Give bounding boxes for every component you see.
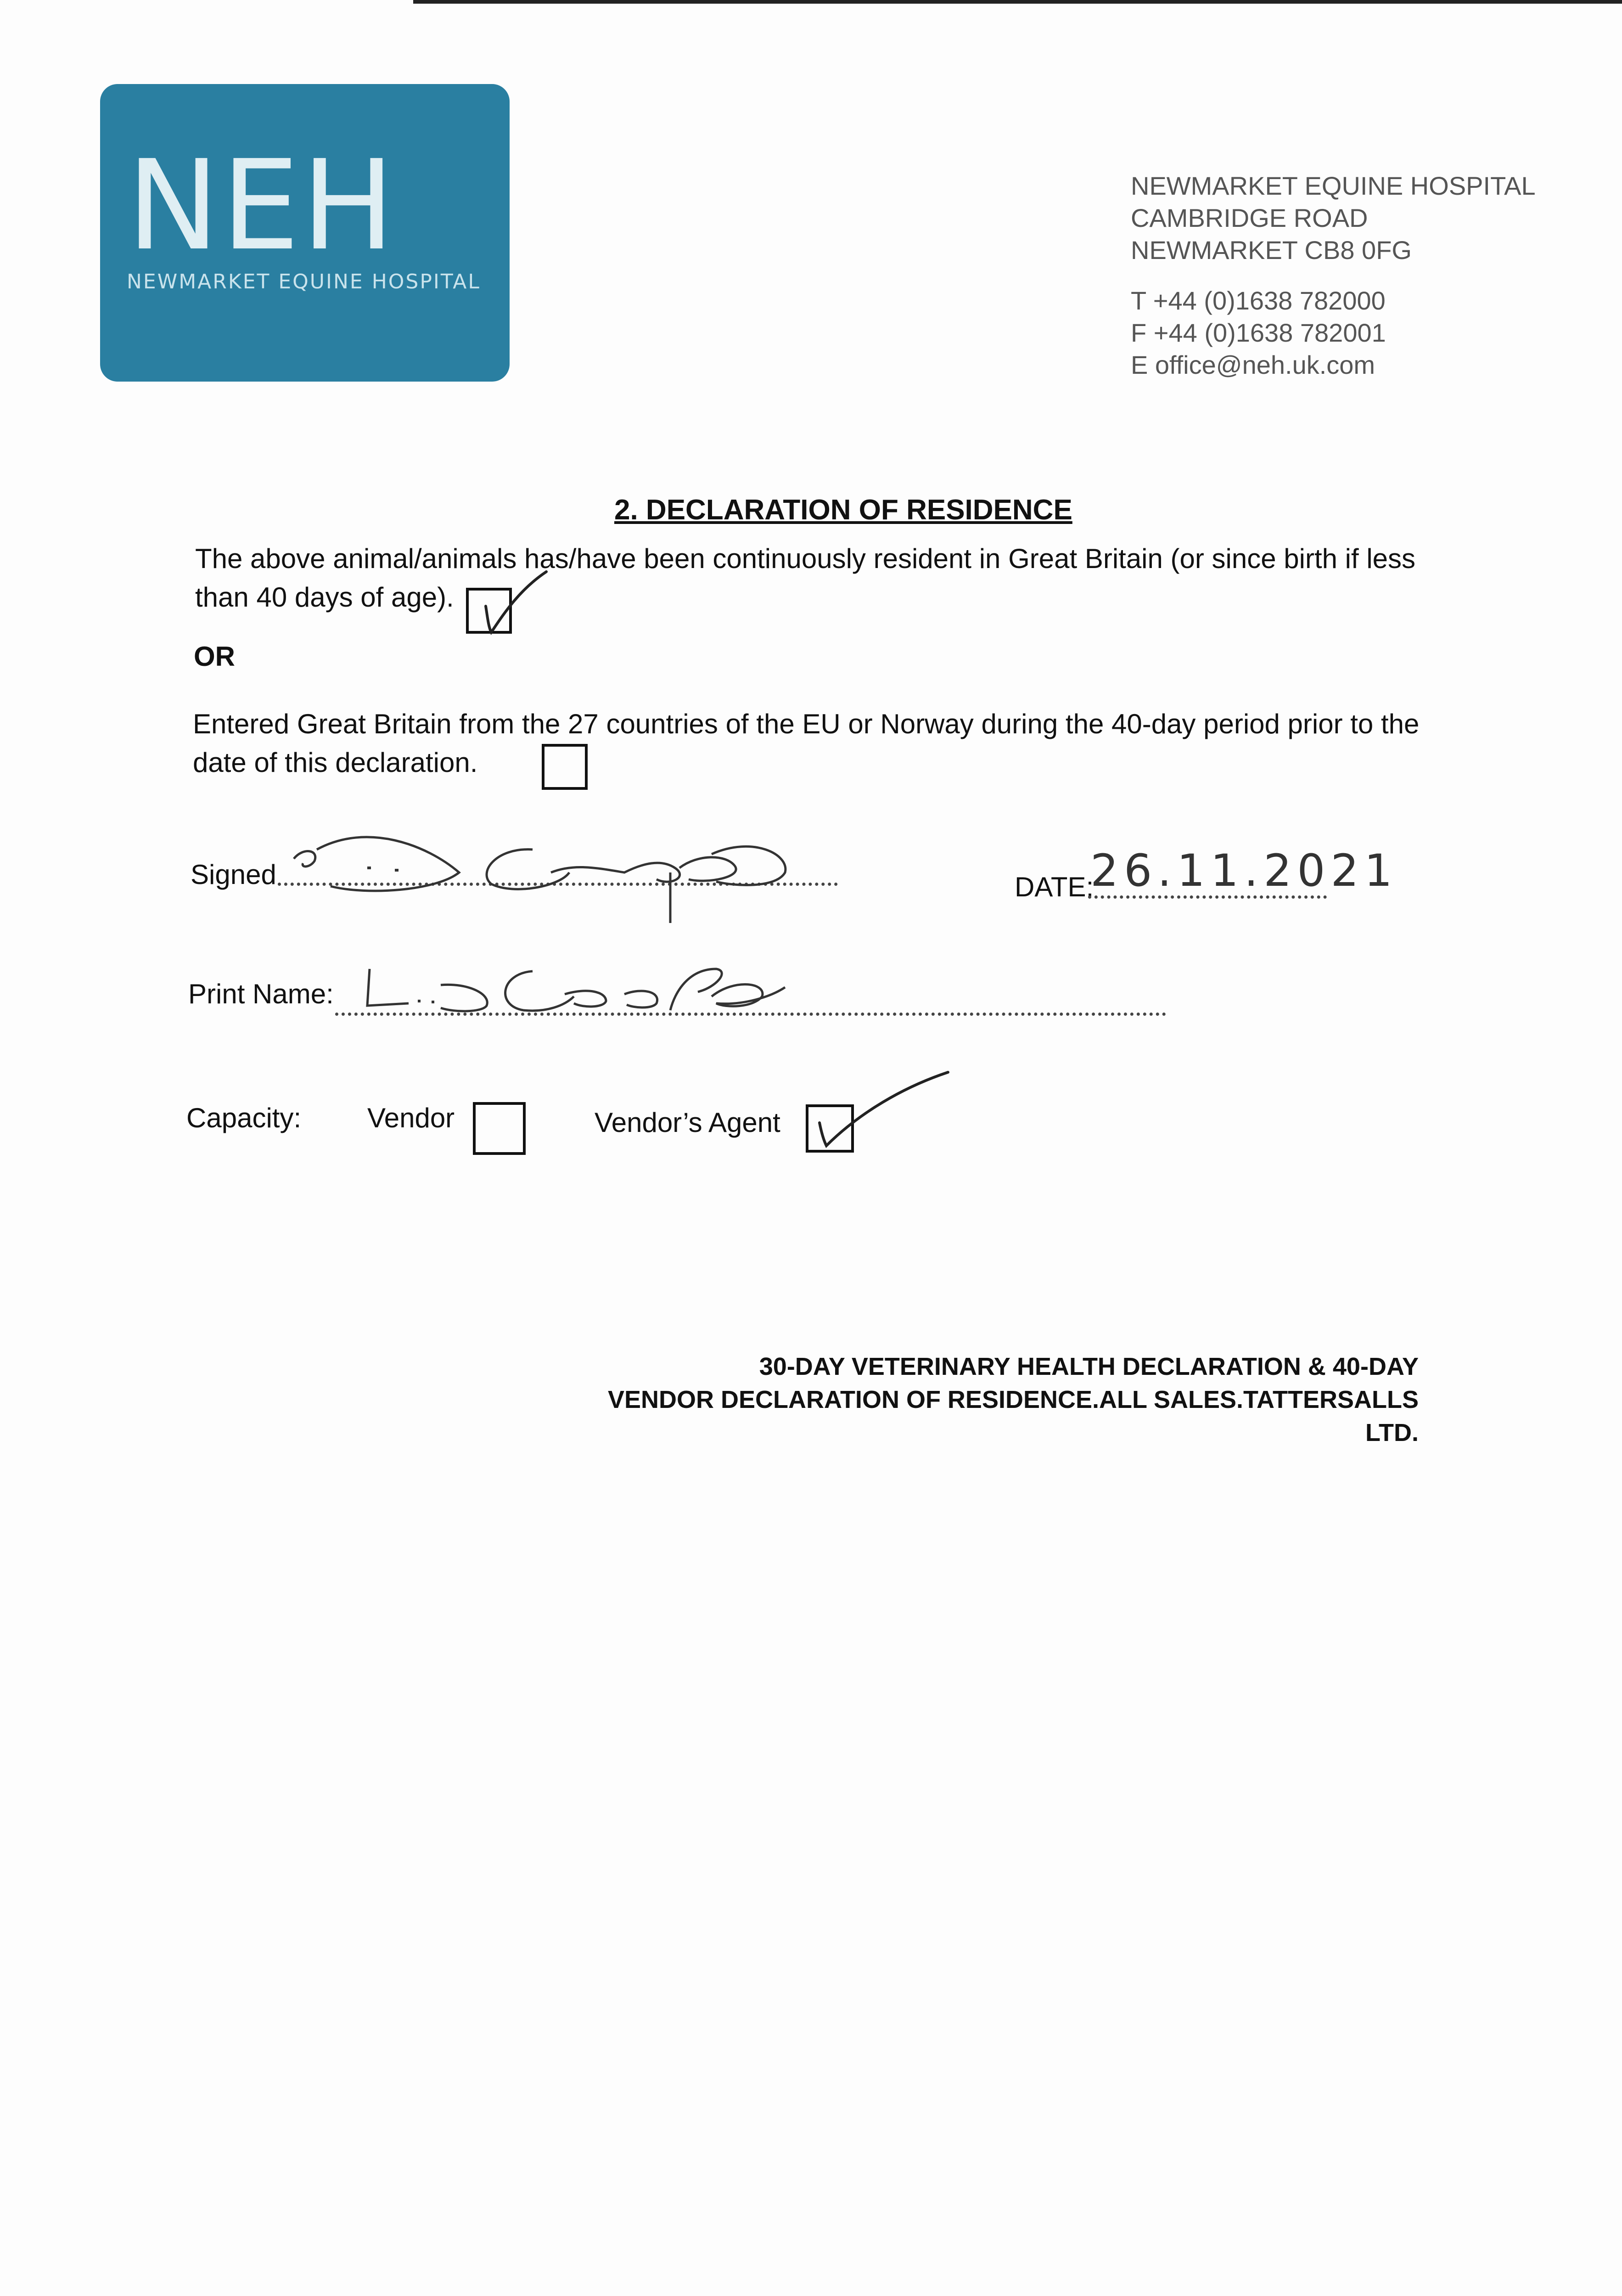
or-label: OR: [194, 641, 235, 672]
address-line: NEWMARKET CB8 0FG: [1131, 236, 1412, 264]
fax-line: F +44 (0)1638 782001: [1131, 318, 1386, 347]
section-title: 2. DECLARATION OF RESIDENCE: [614, 494, 1072, 526]
neh-logo: [100, 84, 510, 382]
residence-option-2-text: Entered Great Britain from the 27 countries of the EU or Norway during the 40-day period prior to the date of this declaration.: [193, 709, 1420, 778]
date-value: 26.11.2021: [1090, 845, 1398, 896]
capacity-label: Capacity:: [186, 1103, 302, 1133]
scan-edge-line: [413, 0, 1622, 4]
checkmark-icon: [801, 1065, 957, 1166]
option-2-checkbox[interactable]: [542, 744, 588, 790]
vendor-label: Vendor: [367, 1103, 455, 1133]
phone-line: T +44 (0)1638 782000: [1131, 286, 1386, 315]
signature-image: [275, 804, 854, 932]
date-label: DATE:: [1015, 872, 1094, 902]
vendors-agent-label: Vendor’s Agent: [595, 1107, 780, 1138]
signed-label: Signed: [191, 859, 276, 890]
address-line: CAMBRIDGE ROAD: [1131, 203, 1368, 232]
footer-line-1: 30-DAY VETERINARY HEALTH DECLARATION & 40-DAY: [759, 1353, 1419, 1380]
address-block: [1131, 170, 1544, 381]
print-name-handwriting: [349, 951, 808, 1024]
footer-line-2: VENDOR DECLARATION OF RESIDENCE.ALL SALES.TATTERSALLS LTD.: [607, 1386, 1419, 1446]
vendor-checkbox[interactable]: [473, 1102, 526, 1155]
checkmark-icon: [459, 563, 560, 650]
logo-mark: NEH: [127, 133, 397, 278]
residence-option-1-text: The above animal/animals has/have been continuously resident in Great Britain (or since birth if less than 40 days of age).: [195, 543, 1416, 613]
address-line: NEWMARKET EQUINE HOSPITAL: [1131, 171, 1536, 200]
email-line: E office@neh.uk.com: [1131, 350, 1375, 379]
document-footer: [597, 1350, 1419, 1449]
print-name-label: Print Name:: [188, 979, 334, 1009]
logo-subtitle: NEWMARKET EQUINE HOSPITAL: [127, 270, 481, 293]
